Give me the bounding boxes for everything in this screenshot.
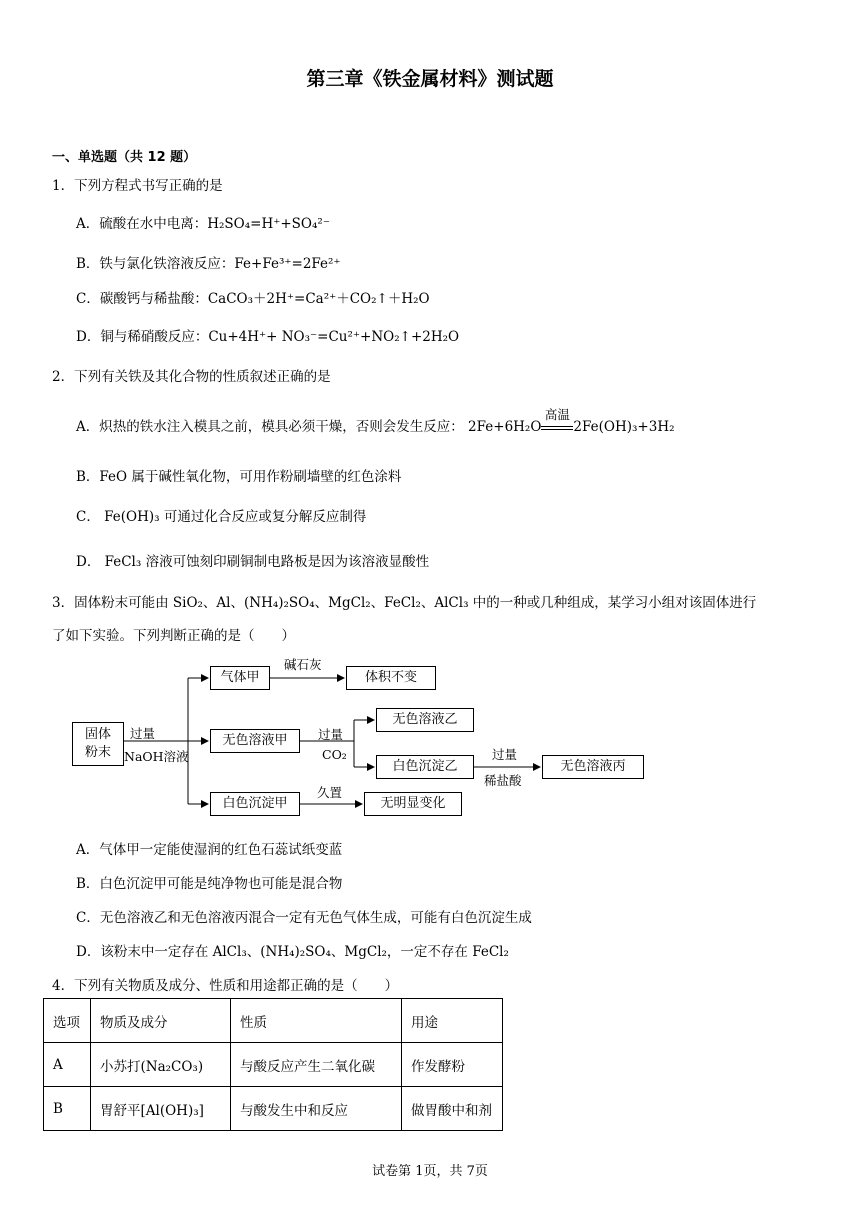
table-row — [44, 1043, 503, 1087]
q3-stem-line1: 3．固体粉末可能由 SiO₂、Al、(NH₄)₂SO₄、MgCl₂、FeCl₂、AlCl₃ 中的一种或几种组成，某学习小组对该固体进行 — [52, 595, 757, 611]
q2-option-a-text: A．炽热的铁水注入模具之前，模具必须干燥，否则会发生反应： — [76, 419, 464, 435]
q2-equation-right: 2Fe(OH)₃+3H₂ — [573, 419, 675, 435]
q1-option-d: D．铜与稀硝酸反应：Cu+4H⁺+ NO₃⁻=Cu²⁺+NO₂↑+2H₂O — [76, 329, 460, 345]
table-header-cell: 选项 — [44, 999, 91, 1043]
box-solid-powder — [72, 722, 124, 766]
box-solution-b: 无色溶液乙 — [376, 708, 474, 732]
q3-option-b: B．白色沉淀甲可能是纯净物也可能是混合物 — [76, 876, 343, 892]
label-excess-2: 过量 — [318, 727, 344, 742]
q3-option-a: A．气体甲一定能使湿润的红色石蕊试纸变蓝 — [76, 842, 343, 858]
table-cell: A — [44, 1043, 91, 1087]
q3-option-c: C．无色溶液乙和无色溶液丙混合一定有无色气体生成，可能有白色沉淀生成 — [76, 910, 532, 926]
q2-option-b: B．FeO 属于碱性氧化物，可用作粉刷墙壁的红色涂料 — [76, 469, 402, 485]
q4-stem: 4．下列有关物质及成分、性质和用途都正确的是（ ） — [52, 978, 399, 994]
table-header-cell: 用途 — [402, 999, 503, 1043]
section-heading: 一、单选题（共 12 题） — [52, 150, 197, 165]
box-precipitate-b: 白色沉淀乙 — [376, 755, 474, 779]
q3-stem-line2: 了如下实验。下列判断正确的是（ ） — [52, 628, 295, 644]
box-solid-powder-label: 固体 粉末 — [84, 727, 111, 760]
q1-option-b: B．铁与氯化铁溶液反应：Fe+Fe³⁺=2Fe²⁺ — [76, 256, 341, 272]
q2-option-c: C． Fe(OH)₃ 可通过化合反应或复分解反应制得 — [76, 509, 367, 525]
label-excess-3: 过量 — [492, 747, 518, 762]
table-cell: 与酸发生中和反应 — [231, 1087, 402, 1131]
box-gas-a: 气体甲 — [210, 666, 270, 690]
q3-option-d: D．该粉末中一定存在 AlCl₃、(NH₄)₂SO₄、MgCl₂，一定不存在 FeCl₂ — [76, 944, 509, 960]
q3-flow-diagram — [68, 655, 648, 827]
q2-option-a — [76, 406, 675, 435]
q4-table — [43, 998, 503, 1131]
label-dilute-hcl: 稀盐酸 — [484, 773, 522, 788]
table-cell: 作发酵粉 — [402, 1043, 503, 1087]
table-cell: 与酸反应产生二氧化碳 — [231, 1043, 402, 1087]
box-volume-unchanged: 体积不变 — [346, 666, 436, 690]
label-naoh: NaOH溶液 — [124, 749, 189, 764]
equals-bar-icon — [541, 426, 573, 430]
q1-option-a: A．硫酸在水中电离：H₂SO₄=H⁺+SO₄²⁻ — [76, 216, 330, 232]
page-footer: 试卷第 1页，共 7页 — [372, 1164, 488, 1179]
label-soda-lime: 碱石灰 — [284, 657, 322, 672]
q2-equation-left: 2Fe+6H₂O — [468, 419, 542, 435]
box-no-change: 无明显变化 — [364, 792, 462, 816]
q2-equation-condition — [541, 406, 573, 435]
box-solution-a: 无色溶液甲 — [210, 729, 300, 753]
table-header-row — [44, 999, 503, 1043]
table-cell: 做胃酸中和剂 — [402, 1087, 503, 1131]
table-cell: 胃舒平[Al(OH)₃] — [91, 1087, 231, 1131]
table-header-cell: 物质及成分 — [91, 999, 231, 1043]
page-title: 第三章《铁金属材料》测试题 — [306, 68, 554, 90]
label-standing: 久置 — [317, 785, 343, 800]
table-header-cell: 性质 — [231, 999, 402, 1043]
table-row — [44, 1087, 503, 1131]
q1-stem: 1．下列方程式书写正确的是 — [52, 178, 223, 194]
q1-option-c: C．碳酸钙与稀盐酸：CaCO₃＋2H⁺=Ca²⁺＋CO₂↑＋H₂O — [76, 291, 430, 307]
table-cell: 小苏打(Na₂CO₃) — [91, 1043, 231, 1087]
label-co2: CO₂ — [322, 747, 347, 762]
box-solution-c: 无色溶液丙 — [542, 755, 644, 779]
q2-equation-condition-label: 高温 — [544, 406, 570, 422]
table-cell: B — [44, 1087, 91, 1131]
box-precipitate-a: 白色沉淀甲 — [210, 792, 300, 816]
q2-stem: 2．下列有关铁及其化合物的性质叙述正确的是 — [52, 369, 331, 385]
q2-option-d: D． FeCl₃ 溶液可蚀刻印刷铜制电路板是因为该溶液显酸性 — [76, 554, 430, 570]
label-excess-1: 过量 — [130, 726, 156, 741]
